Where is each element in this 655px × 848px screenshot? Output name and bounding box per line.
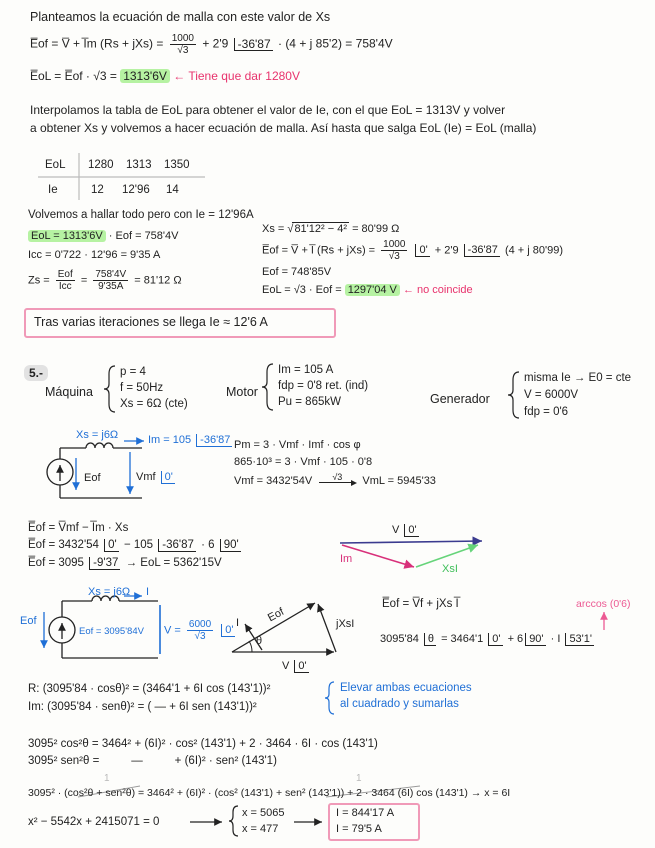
exercise-number-label: 5.- — [24, 365, 48, 381]
fraction-denominator: √3 — [194, 631, 206, 642]
theta-arc — [249, 641, 252, 652]
blue-note-line-2: al cuadrado y sumarlas — [340, 698, 459, 710]
inductor-symbol — [86, 443, 113, 448]
mesh-equation-2-lhs: E̅of = V̅ + I̅ (Rs + jXs) = — [262, 244, 376, 257]
eof-eq3-a: E̅of = 3095 — [28, 557, 84, 569]
intro-text: Planteamos la ecuación de malla con este valor de Xs — [30, 10, 331, 24]
eof-equation-1: E̅of = V̅mf − I̅m · Xs — [28, 522, 129, 534]
conclusion-text: Tras varias iteraciones se llega Ie ≈ 12'6 A — [34, 315, 268, 329]
fraction-numerator: 1000 — [383, 239, 406, 250]
note-brace — [325, 682, 334, 714]
reactance-equation — [262, 222, 399, 237]
triangle-jxsi-arrow — [318, 604, 336, 652]
table-cell: 1280 — [88, 159, 114, 171]
motor-current-value: Im = 105 — [148, 434, 192, 446]
radicand: 81'12² − 4² — [294, 223, 347, 235]
vmf-label — [136, 470, 177, 485]
eof-value-label: Eof = 3095'84V — [79, 626, 144, 637]
left-line-2: Icc = 0'722 · 12'96 = 9'35 A — [28, 249, 161, 261]
impedance-lhs: Zs = — [28, 274, 50, 287]
equals-sign: = — [80, 274, 88, 287]
gen-eq2-d: · I — [550, 633, 561, 645]
vmf-result: Vmf = 3432'54V — [234, 475, 313, 487]
eof-eq2-c: · 6 — [201, 539, 215, 551]
motor-item: Im = 105 A — [278, 364, 334, 376]
angle-notation: 0' — [488, 633, 502, 646]
generator-item: fdp = 0'6 — [524, 406, 569, 418]
mesh-equation-1-mid: + 2'9 — [202, 36, 229, 51]
phasor-im-label: Im — [340, 553, 353, 565]
triangle-theta-label: θ — [256, 635, 263, 647]
terminal-voltage-text: V = — [164, 624, 181, 637]
angle-notation: -36'87 — [464, 244, 500, 257]
fraction-numerator: Eof — [57, 269, 73, 280]
fraction — [187, 619, 213, 642]
root-2: x = 477 — [242, 823, 279, 835]
brace-generator — [508, 372, 519, 418]
gen-eq2-b: = 3464'1 — [441, 633, 484, 645]
triangle-eof-label: Eof — [265, 605, 287, 625]
line-voltage-equation — [30, 69, 300, 84]
angle-notation: 0' — [221, 624, 235, 637]
reactance-label: Xs = j6Ω — [88, 586, 131, 598]
red-note: ← Tiene que dar 1280V — [173, 69, 300, 83]
brace-machine — [104, 366, 115, 412]
eof-equation-3 — [28, 556, 222, 571]
angle-notation: -9'37 — [89, 557, 120, 570]
phasor-xsi-label: XsI — [442, 563, 458, 575]
summed-equation: 3095² · (cos²θ + sen²θ) = 3464² + (6I)² · (cos² (143'1) + sen² (143'1)) + 2 · 3464 (6I) cos (143'1) → x = 6I — [28, 787, 511, 799]
vmf-text: Vmf — [136, 471, 156, 483]
table-cell: 12'96 — [122, 184, 150, 196]
phasor-im-arrow — [342, 545, 414, 567]
mesh-equation-1-rhs: · (4 + j 85'2) = 758'4V — [277, 36, 393, 51]
fraction — [381, 239, 407, 262]
line-voltage-lhs: E̅oL = E̅of · √3 = — [30, 69, 117, 83]
fraction-denominator: 9'35A — [98, 281, 124, 292]
left-line-1 — [28, 229, 178, 244]
motor-current-label — [148, 433, 234, 448]
machine-item: f = 50Hz — [120, 382, 164, 394]
impedance-result: = 81'12 Ω — [134, 274, 182, 287]
power-line-2: 865·10³ = 3 · Vmf · 105 · 0'8 — [234, 456, 373, 468]
machine-item: Xs = 6Ω (cte) — [120, 398, 188, 410]
fraction — [93, 269, 128, 292]
generator-equation-1: E̅of = V̅f + jXs I̅ — [382, 598, 459, 610]
triangle-jxsi-label: jXsI — [336, 618, 355, 630]
table-cell: 14 — [166, 184, 179, 196]
paragraph-line-1: Interpolamos la tabla de EoL para obtener el valor de Ie, con el que EoL = 1313V y volver — [30, 103, 506, 117]
mesh-equation-1-lhs: E̅of = V̅ + I̅m (Rs + jXs) = — [30, 36, 164, 51]
current-label: I — [146, 586, 150, 598]
fraction-denominator: Icc — [58, 281, 72, 292]
eof-label: Eof — [84, 472, 101, 484]
angle-notation: -36'87 — [158, 539, 196, 552]
squared-equation-2: 3095² sen²θ = — + (6I)² · sen² (143'1) — [28, 755, 277, 767]
phasor-v-arrow — [340, 541, 482, 543]
highlighted-value: 1297'04 V — [345, 284, 400, 296]
redo-heading: Volvemos a hallar todo pero con Ie = 12'96A — [28, 209, 254, 221]
squared-equation-1: 3095² cos²θ = 3464² + (6I)² · cos² (143'1) + 2 · 3464 · 6I · cos (143'1) — [28, 738, 378, 750]
angle-notation: 53'1' — [565, 633, 594, 646]
table-cell: Ie — [48, 184, 58, 196]
eof-eq2-b: − 105 — [123, 539, 154, 551]
table-cell: EoL — [45, 159, 66, 171]
table-cell: 1350 — [164, 159, 190, 171]
fraction-denominator: √3 — [388, 251, 400, 262]
reactance-lhs: Xs = — [262, 223, 285, 235]
terminal-voltage-label — [164, 619, 237, 642]
eol-lhs: EoL = √3 · Eof = — [262, 284, 342, 296]
mesh-equation-2 — [262, 239, 563, 262]
angle-notation: 90' — [525, 633, 545, 646]
real-component-equation: R: (3095'84 · cosθ)² = (3464'1 + 6I cos (143'1))² — [28, 683, 271, 695]
root-1: x = 5065 — [242, 807, 285, 819]
fraction-denominator: √3 — [177, 45, 189, 56]
machine-item: p = 4 — [120, 366, 146, 378]
generator-item: misma Ie → E0 = cte — [524, 372, 632, 384]
blue-note-line-1: Elevar ambas ecuaciones — [340, 682, 472, 694]
gen-eq2-c: + 6 — [507, 633, 524, 645]
quadratic-equation: x² − 5542x + 2415071 = 0 — [28, 816, 160, 828]
fraction-numerator: 758'4V — [95, 269, 127, 280]
phasor-v-label — [392, 523, 421, 538]
paragraph-line-2: a obtener Xs y volvemos a hacer ecuación de malla. Así hasta que salga EoL (Ie) = EoL (malla) — [30, 121, 537, 135]
generator-title: Generador — [430, 392, 490, 406]
mesh-equation-2-rhs: (4 + j 80'99) — [504, 244, 564, 257]
arccos-note: arccos (0'6) — [576, 598, 631, 610]
reactance-result: = 80'99 Ω — [352, 223, 400, 235]
angle-notation: 0' — [104, 539, 119, 552]
table-cell: 12 — [91, 184, 104, 196]
left-line-1-rest: · Eof = 758'4V — [108, 230, 179, 242]
gen-eq2-a: 3095'84 — [380, 633, 419, 645]
eof-eq3-b: → EoL = 5362'15V — [125, 557, 222, 569]
table-cell: 1313 — [126, 159, 152, 171]
result-current-1: I = 844'17 A — [336, 807, 395, 819]
red-note: ← no coincide — [402, 284, 473, 296]
eof-external-label: Eof — [20, 615, 37, 627]
motor-title: Motor — [226, 385, 258, 399]
roots-brace — [229, 806, 238, 836]
angle-notation: 0' — [294, 660, 308, 673]
exercise-number — [24, 366, 48, 381]
eol-result — [262, 283, 473, 298]
generator-item: V = 6000V — [524, 389, 579, 401]
power-line-3 — [234, 473, 436, 489]
reactance-label: Xs = j6Ω — [76, 429, 119, 441]
eof-eq2-a: E̅of = 3432'54 — [28, 539, 99, 551]
angle-notation: 0' — [161, 471, 175, 484]
square-root-icon: √ — [287, 223, 294, 235]
triangle-v-label — [282, 659, 311, 674]
phasor-v-text: V — [392, 524, 400, 536]
angle-notation: θ — [424, 633, 436, 646]
highlighted-value: EoL = 1313'6V — [28, 230, 106, 242]
brace-motor — [262, 364, 273, 410]
angle-notation: 0' — [404, 524, 418, 537]
machine-title: Máquina — [45, 385, 93, 399]
motor-item: Pu = 865kW — [278, 396, 341, 408]
motor-item: fdp = 0'8 ret. (ind) — [278, 380, 369, 392]
vml-result: VmL = 5945'33 — [362, 475, 436, 487]
impedance-equation — [28, 269, 182, 292]
fraction-numerator: 1000 — [171, 33, 194, 44]
triangle-v-text: V — [282, 660, 290, 672]
imag-component-equation: Im: (3095'84 · senθ)² = ( — + 6I sen (143'1))² — [28, 701, 257, 713]
eof-equation-2 — [28, 538, 243, 553]
fraction — [56, 269, 75, 292]
mesh-equation-2-mid: + 2'9 — [434, 244, 459, 257]
power-line-1: Pm = 3 · Vmf · Imf · cos φ — [234, 439, 361, 451]
angle-notation: -36'87 — [196, 434, 232, 447]
sqrt3-conversion-arrow: √3 — [319, 473, 355, 483]
highlighted-value: 1313'6V — [120, 69, 170, 83]
triangle-i-label: I — [236, 617, 240, 629]
simplification-mark: 1 — [104, 773, 110, 784]
mesh-equation-1 — [30, 33, 393, 56]
result-current-2: I = 79'5 A — [336, 823, 382, 835]
angle-notation: -36'87 — [234, 38, 273, 51]
angle-notation: 0' — [415, 244, 429, 257]
generator-equation-2 — [380, 632, 596, 647]
angle-notation: 90' — [220, 539, 241, 552]
fraction-numerator: 6000 — [188, 619, 212, 630]
fraction — [170, 33, 196, 56]
simplification-mark: 1 — [356, 773, 362, 784]
eof-result: Eof = 748'85V — [262, 266, 332, 278]
